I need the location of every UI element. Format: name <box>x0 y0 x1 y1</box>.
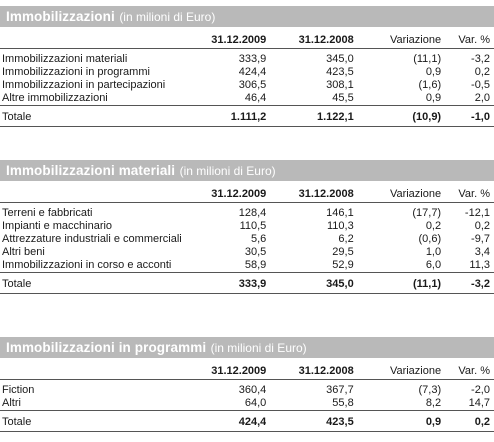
value-2008: 45,5 <box>332 92 354 104</box>
total-label: Totale <box>0 411 195 432</box>
table-row <box>0 380 494 398</box>
total-2009: 1.111,2 <box>195 106 266 127</box>
table-row <box>0 79 494 92</box>
header-2009: 31.12.2009 <box>195 27 266 49</box>
header-row <box>0 181 494 203</box>
value-2009: 58,9 <box>244 259 267 271</box>
total-2008: 345,0 <box>266 273 353 294</box>
table-row <box>0 259 494 273</box>
table-row <box>0 246 494 259</box>
table-immobilizzazioni <box>0 27 494 127</box>
header-label <box>0 181 195 203</box>
header-variazione: Variazione <box>354 358 441 380</box>
value-variazione: 1,0 <box>425 246 442 258</box>
section-subtitle: (in milioni di Euro) <box>179 164 276 178</box>
value-var-pct: 14,7 <box>468 397 490 409</box>
table-immobilizzazioni-materiali <box>0 181 494 294</box>
table-row <box>0 203 494 221</box>
total-2008: 423,5 <box>266 411 353 432</box>
section-immobilizzazioni-in-programmi <box>0 337 494 432</box>
row-label: Immobilizzazioni in corso e acconti <box>2 259 172 271</box>
value-var-pct: -9,7 <box>471 233 490 245</box>
header-variazione: Variazione <box>354 181 441 203</box>
total-var-pct: -3,2 <box>441 273 494 294</box>
value-2009: 110,5 <box>239 220 267 232</box>
value-2009: 30,5 <box>244 246 267 258</box>
value-2009: 333,9 <box>238 53 267 65</box>
value-variazione: 0,2 <box>425 220 442 232</box>
value-2009: 306,5 <box>238 79 267 91</box>
section-immobilizzazioni-materiali <box>0 160 494 294</box>
row-label: Immobilizzazioni in programmi <box>2 66 150 78</box>
value-variazione: (7,3) <box>418 384 442 396</box>
total-row <box>0 273 494 294</box>
total-label: Totale <box>0 106 195 127</box>
value-var-pct: -2,0 <box>471 384 490 396</box>
row-label: Altri <box>2 397 21 409</box>
header-row <box>0 358 494 380</box>
header-variazione: Variazione <box>354 27 441 49</box>
value-var-pct: -0,5 <box>471 79 490 91</box>
value-2009: 360,4 <box>238 384 267 396</box>
table-row <box>0 233 494 246</box>
row-label: Terreni e fabbricati <box>2 207 93 219</box>
value-var-pct: 0,2 <box>474 66 490 78</box>
value-2008: 55,8 <box>332 397 354 409</box>
value-2008: 29,5 <box>332 246 354 258</box>
header-label <box>0 358 195 380</box>
value-2009: 424,4 <box>238 66 267 78</box>
value-2009: 128,4 <box>238 207 267 219</box>
total-variazione: (10,9) <box>354 106 441 127</box>
header-2009: 31.12.2009 <box>195 181 266 203</box>
header-var-pct: Var. % <box>441 27 494 49</box>
header-row <box>0 27 494 49</box>
value-var-pct: 2,0 <box>474 92 490 104</box>
value-2009: 46,4 <box>244 92 267 104</box>
value-variazione: (11,1) <box>413 53 442 65</box>
value-2008: 367,7 <box>326 384 354 396</box>
section-subtitle: (in milioni di Euro) <box>119 10 216 24</box>
header-label <box>0 27 195 49</box>
table-row <box>0 49 494 67</box>
section-title-bar <box>0 160 494 181</box>
row-label: Altre immobilizzazioni <box>2 92 108 104</box>
row-label: Immobilizzazioni materiali <box>2 53 128 65</box>
value-var-pct: -12,1 <box>464 207 490 219</box>
total-2008: 1.122,1 <box>266 106 353 127</box>
total-var-pct: 0,2 <box>441 411 494 432</box>
section-title: Immobilizzazioni <box>6 9 115 24</box>
value-var-pct: 3,4 <box>474 246 490 258</box>
row-label: Fiction <box>2 384 35 396</box>
value-variazione: (17,7) <box>412 207 442 219</box>
row-label: Immobilizzazioni in partecipazioni <box>2 79 166 91</box>
value-variazione: (0,6) <box>418 233 442 245</box>
value-var-pct: -3,2 <box>471 53 490 65</box>
value-var-pct: 11,3 <box>469 259 490 271</box>
value-2008: 423,5 <box>326 66 354 78</box>
row-label: Altri beni <box>2 246 45 258</box>
total-row <box>0 411 494 432</box>
header-var-pct: Var. % <box>441 358 494 380</box>
header-2008: 31.12.2008 <box>266 27 353 49</box>
value-2008: 110,3 <box>326 220 354 232</box>
section-title-bar <box>0 337 494 358</box>
table-immobilizzazioni-in-programmi <box>0 358 494 432</box>
value-var-pct: 0,2 <box>474 220 490 232</box>
section-title: Immobilizzazioni in programmi <box>6 340 207 355</box>
row-label: Impianti e macchinario <box>2 220 113 232</box>
section-immobilizzazioni <box>0 6 494 127</box>
value-2009: 5,6 <box>251 233 267 245</box>
value-variazione: 0,9 <box>425 66 442 78</box>
section-subtitle: (in milioni di Euro) <box>210 341 307 355</box>
value-2008: 52,9 <box>332 259 354 271</box>
table-row <box>0 397 494 411</box>
value-2009: 64,0 <box>244 397 267 409</box>
total-variazione: (11,1) <box>354 273 441 294</box>
total-label: Totale <box>0 273 195 294</box>
section-title: Immobilizzazioni materiali <box>6 163 176 178</box>
value-variazione: 0,9 <box>425 92 442 104</box>
total-var-pct: -1,0 <box>441 106 494 127</box>
value-variazione: (1,6) <box>418 79 442 91</box>
header-var-pct: Var. % <box>441 181 494 203</box>
value-variazione: 6,0 <box>425 259 442 271</box>
value-2008: 146,1 <box>326 207 354 219</box>
value-2008: 6,2 <box>338 233 354 245</box>
header-2009: 31.12.2009 <box>195 358 266 380</box>
value-2008: 345,0 <box>326 53 354 65</box>
total-variazione: 0,9 <box>354 411 441 432</box>
value-variazione: 8,2 <box>425 397 442 409</box>
total-2009: 333,9 <box>195 273 266 294</box>
header-2008: 31.12.2008 <box>266 181 353 203</box>
section-title-bar <box>0 6 494 27</box>
table-row <box>0 66 494 79</box>
table-row <box>0 220 494 233</box>
value-2008: 308,1 <box>326 79 354 91</box>
total-row <box>0 106 494 127</box>
row-label: Attrezzature industriali e commerciali <box>2 233 182 245</box>
table-row <box>0 92 494 106</box>
header-2008: 31.12.2008 <box>266 358 353 380</box>
total-2009: 424,4 <box>195 411 266 432</box>
